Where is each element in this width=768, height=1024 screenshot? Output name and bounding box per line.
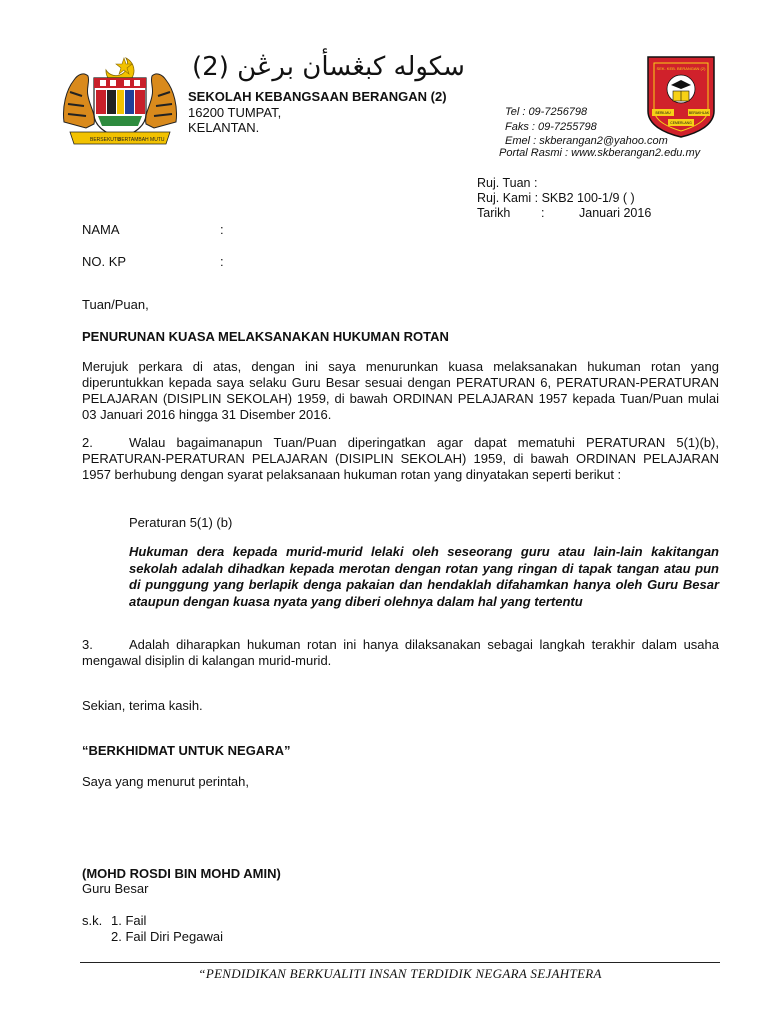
address-line-1: 16200 TUMPAT,	[188, 105, 282, 120]
regulation-quote: Hukuman dera kepada murid-murid lelaki oleh seseorang guru atau lain-lain kakitangan sekolah adalah dihadkan kepada merotan dengan rotan yang ringan di tapak tangan atau pun di punggung yang berlapik denga pakaian dan hendaklah difahamkan hanya oleh Guru Besar ataupun dengan kuasa nyata yang diberi olehnya dalam hal yang tertentu	[129, 544, 719, 609]
ref-tarikh-value: Januari 2016	[579, 206, 652, 220]
paragraph-1: Merujuk perkara di atas, dengan ini saya menurunkan kuasa melaksanakan hukuman rotan yang diperuntukkan kepada saya selaku Guru Besar sesuai dengan PERATURAN 6, PERATURAN-PERATURAN PELAJARAN (DISIPLIN SEKOLAH) 1959, di bawah ORDINAN PELAJARAN 1957 kepada Tuan/Puan mulai 03 Januari 2016 hingga 31 Disember 2016.	[82, 359, 719, 422]
letter-subject: PENURUNAN KUASA MELAKSANAKAN HUKUMAN ROTAN	[82, 329, 449, 344]
school-logo-top-text: SEK. KEB. BERANGAN (2)	[656, 66, 706, 71]
cc-item-1: 1. Fail	[111, 913, 147, 928]
signatory-name: (MOHD ROSDI BIN MOHD AMIN)	[82, 866, 281, 881]
ref-ruj-kami: Ruj. Kami : SKB2 100-1/9 ( )	[477, 191, 635, 205]
school-name: SEKOLAH KEBANGSAAN BERANGAN (2)	[188, 89, 447, 104]
school-logo-bottom-text: CEMERLANG	[670, 121, 692, 125]
nokp-colon: :	[220, 254, 224, 269]
ref-ruj-tuan: Ruj. Tuan :	[477, 176, 538, 190]
address-line-2: KELANTAN.	[188, 120, 260, 135]
contact-tel: Tel : 09-7256798	[505, 106, 588, 118]
motto: “BERKHIDMAT UNTUK NEGARA”	[82, 743, 291, 758]
crest-motto-left: BERSEKUTU	[90, 137, 121, 143]
cc-label: s.k.	[82, 913, 103, 928]
crest-motto-right: BERTAMBAH MUTU	[118, 137, 165, 143]
closing: Sekian, terima kasih.	[82, 698, 203, 713]
nama-colon: :	[220, 222, 224, 237]
paragraph-3-number: 3.	[82, 637, 93, 652]
paragraph-2-number: 2.	[82, 435, 93, 450]
salutation: Tuan/Puan,	[82, 297, 149, 312]
malaysia-coat-of-arms-icon	[60, 52, 180, 152]
nokp-label: NO. KP	[82, 254, 127, 269]
contact-email: Emel : skberangan2@yahoo.com	[505, 135, 668, 147]
paragraph-3: Adalah diharapkan hukuman rotan ini hanya dilaksanakan sebagai langkah terakhir dalam usaha mengawal disiplin di kalangan murid-murid.	[82, 637, 719, 668]
ref-tarikh-label: Tarikh	[477, 206, 511, 220]
school-logo-right-text: BERAKHLAK	[688, 111, 710, 115]
sign-off: Saya yang menurut perintah,	[82, 774, 249, 789]
school-logo-left-text: BERILMU	[655, 111, 671, 115]
nama-label: NAMA	[82, 222, 120, 237]
school-logo-icon	[644, 53, 718, 139]
regulation-title: Peraturan 5(1) (b)	[129, 515, 233, 530]
contact-fax: Faks : 09-7255798	[505, 121, 597, 133]
paragraph-2: Walau bagaimanapun Tuan/Puan diperingatkan agar dapat mematuhi PERATURAN 5(1)(b), PERATURAN-PERATURAN PELAJARAN (DISIPLIN SEKOLAH) 1959, di bawah ORDINAN PELAJARAN 1957 berhubung dengan syarat pelaksanaan hukuman rotan yang dinyatakan seperti berikut :	[82, 435, 719, 482]
contact-portal: Portal Rasmi : www.skberangan2.edu.my	[499, 147, 701, 159]
footer-divider	[80, 962, 720, 963]
cc-item-2: 2. Fail Diri Pegawai	[111, 929, 223, 944]
signatory-title: Guru Besar	[82, 881, 149, 896]
school-name-jawi: سكوله كبڠسأن برڠن (2)	[192, 52, 465, 82]
footer-slogan: “PENDIDIKAN BERKUALITI INSAN TERDIDIK NEGARA SEJAHTERA	[198, 966, 602, 981]
ref-tarikh-colon: :	[541, 206, 545, 220]
